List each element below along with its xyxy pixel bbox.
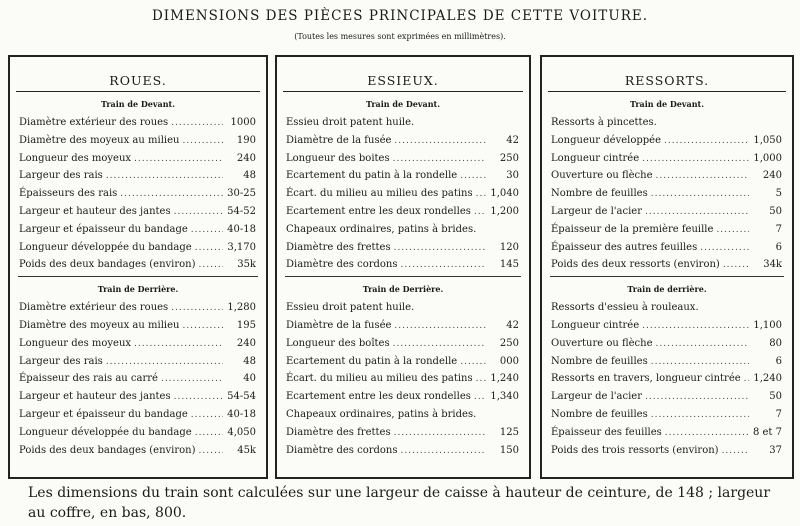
row-label: Poids des deux ressorts (environ) <box>551 259 720 271</box>
row-value: 40-18 <box>227 223 256 235</box>
row-value: 6 <box>775 355 782 367</box>
row-label: Poids des deux bandages (environ) <box>19 444 196 456</box>
table-row <box>10 353 266 371</box>
row-value: 1,100 <box>753 319 782 331</box>
table-row <box>542 406 792 424</box>
table-row <box>10 299 266 317</box>
row-value: 30 <box>506 170 519 182</box>
row-value: 1,000 <box>753 152 782 164</box>
row-value: 190 <box>236 134 256 146</box>
table-row <box>10 388 266 406</box>
table-row <box>10 406 266 424</box>
row-label: Diamètre des frettes <box>286 426 391 438</box>
leader-dots <box>744 371 749 389</box>
row-label: Ouverture ou flèche <box>551 337 653 349</box>
row-value: 50 <box>769 205 782 217</box>
row-label: Ecartement entre les deux rondelles <box>286 391 471 403</box>
row-value: 6 <box>775 241 782 253</box>
table-row <box>542 442 792 460</box>
heading-rule <box>548 91 786 92</box>
leader-dots <box>393 336 486 354</box>
table-row <box>10 424 266 442</box>
section-title: Train de Derrière. <box>97 284 179 295</box>
table-row <box>542 114 792 132</box>
leader-dots <box>460 168 486 186</box>
column-essieux <box>275 55 531 479</box>
leader-dots <box>134 151 223 169</box>
column-heading: ROUES. <box>109 73 167 88</box>
leader-dots <box>191 407 223 425</box>
table-row <box>277 406 529 424</box>
table-row <box>277 424 529 442</box>
row-label: Nombre de feuilles <box>551 355 648 367</box>
table-row <box>277 442 529 460</box>
row-label: Longueur cintrée <box>551 152 640 164</box>
table-row <box>277 150 529 168</box>
table-row <box>542 388 792 406</box>
row-label: Ecartement du patin à la rondelle <box>286 170 458 182</box>
leader-dots <box>106 354 223 372</box>
table-row <box>10 442 266 460</box>
leader-dots <box>665 425 749 443</box>
table-row <box>542 299 792 317</box>
row-label: Largeur et épaisseur du bandage <box>19 223 188 235</box>
table-row <box>10 370 266 388</box>
table-row <box>10 114 266 132</box>
table-row <box>542 256 792 274</box>
row-label: Ouverture ou flèche <box>551 170 653 182</box>
leader-dots <box>476 186 486 204</box>
row-label: Poids des trois ressorts (environ) <box>551 444 719 456</box>
row-label: Diamètre des frettes <box>286 241 391 253</box>
row-label: Essieu droit patent huile. <box>286 302 415 314</box>
row-label: Longueur développée <box>551 134 662 146</box>
leader-dots <box>656 168 749 186</box>
row-label: Largeur et hauteur des jantes <box>19 205 171 217</box>
row-label: Diamètre extérieur des roues <box>19 302 169 314</box>
table-row <box>10 132 266 150</box>
row-label: Essieu droit patent huile. <box>286 117 415 128</box>
row-value: 1,340 <box>490 391 519 403</box>
row-value: 120 <box>499 241 519 253</box>
section-title: Train de Devant. <box>100 99 176 109</box>
table-row <box>542 185 792 203</box>
row-value: 42 <box>506 134 519 146</box>
leader-dots <box>700 240 749 258</box>
leader-dots <box>642 318 749 336</box>
row-label: Épaisseur des feuilles <box>551 426 662 438</box>
leader-dots <box>199 257 223 275</box>
leader-dots <box>722 443 749 461</box>
column-heading: RESSORTS. <box>624 73 710 88</box>
row-label: Longueur cintrée <box>551 319 640 331</box>
row-value: 34k <box>763 259 782 271</box>
section-title: Train de Devant. <box>629 99 705 109</box>
leader-dots <box>394 425 486 443</box>
table-row <box>542 150 792 168</box>
row-value: 1,240 <box>753 373 782 385</box>
heading-rule <box>16 91 260 92</box>
leader-dots <box>174 389 223 407</box>
row-value: 35k <box>237 259 256 271</box>
table-row <box>277 239 529 257</box>
row-value: 8 et 7 <box>752 426 782 438</box>
row-value: 40-18 <box>227 408 256 420</box>
leader-dots <box>401 257 487 275</box>
row-label: Largeur des rais <box>19 170 103 182</box>
leader-dots <box>474 389 486 407</box>
row-value: 48 <box>243 355 256 367</box>
leader-dots <box>191 222 223 240</box>
table-row <box>10 317 266 335</box>
row-value: 250 <box>499 337 519 349</box>
heading-rule <box>283 91 523 92</box>
row-label: Diamètre de la fusée <box>286 134 392 146</box>
leader-dots <box>161 371 223 389</box>
section-title: Train de derrière. <box>627 284 707 295</box>
leader-dots <box>195 240 223 258</box>
table-row <box>542 203 792 221</box>
row-value: 1,280 <box>227 302 256 314</box>
leader-dots <box>394 240 486 258</box>
row-value: 7 <box>775 408 782 420</box>
table-row <box>277 185 529 203</box>
row-label: Ecartement entre les deux rondelles <box>286 205 471 217</box>
leader-dots <box>174 204 223 222</box>
leader-dots <box>120 186 223 204</box>
leader-dots <box>645 204 749 222</box>
row-label: Longueur développée du bandage <box>19 426 192 438</box>
row-value: 250 <box>499 152 519 164</box>
row-label: Largeur et hauteur des jantes <box>19 391 171 403</box>
row-value: 240 <box>762 170 782 182</box>
row-value: 37 <box>769 444 782 456</box>
table-row <box>10 167 266 185</box>
leader-dots <box>394 318 486 336</box>
row-label: Longueur des boîtes <box>286 337 390 349</box>
section-divider <box>550 276 784 277</box>
leader-dots <box>723 257 749 275</box>
leader-dots <box>642 151 749 169</box>
column-roues <box>8 55 268 479</box>
row-label: Nombre de feuilles <box>551 408 648 420</box>
row-label: Ressorts en travers, longueur cintrée <box>551 373 741 385</box>
row-value: 40 <box>243 373 256 385</box>
table-row <box>10 239 266 257</box>
row-value: 125 <box>499 426 519 438</box>
leader-dots <box>182 133 223 151</box>
row-value: 42 <box>506 319 519 331</box>
row-label: Diamètre de la fusée <box>286 319 392 331</box>
leader-dots <box>182 318 223 336</box>
leader-dots <box>171 115 223 133</box>
row-value: 5 <box>775 188 782 200</box>
table-row <box>277 353 529 371</box>
table-row <box>10 185 266 203</box>
column-ressorts <box>540 55 794 479</box>
row-label: Largeur des rais <box>19 355 103 367</box>
section-divider <box>285 276 521 277</box>
row-value: 3,170 <box>227 241 256 253</box>
footer-note: Les dimensions du train sont calculées sur une largeur de caisse à hauteur de ceinture, de 148 ; largeur au coffre, en bas, 800. <box>28 485 771 521</box>
table-row <box>277 388 529 406</box>
row-label: Largeur de l'acier <box>551 391 643 403</box>
table-row <box>277 114 529 132</box>
table-row <box>277 370 529 388</box>
table-row <box>277 335 529 353</box>
row-label: Chapeaux ordinaires, patins à brides. <box>286 223 477 235</box>
table-row <box>542 239 792 257</box>
leader-dots <box>393 151 486 169</box>
leader-dots <box>134 336 223 354</box>
row-value: 1,240 <box>490 373 519 385</box>
table-row <box>542 353 792 371</box>
table-row <box>542 335 792 353</box>
table-row <box>542 167 792 185</box>
table-row <box>542 221 792 239</box>
table-row <box>277 221 529 239</box>
page-subtitle: (Toutes les mesures sont exprimées en millimètres). <box>294 32 506 41</box>
row-label: Largeur de l'acier <box>551 205 643 217</box>
row-label: Diamètre des moyeux au milieu <box>19 134 180 146</box>
row-label: Longueur des boites <box>286 152 390 164</box>
table-row <box>10 150 266 168</box>
row-label: Diamètre extérieur des roues <box>19 117 169 128</box>
row-value: 150 <box>499 444 519 456</box>
row-label: Longueur développée du bandage <box>19 241 192 253</box>
row-value: 1,200 <box>490 205 519 217</box>
row-label: Chapeaux ordinaires, patins à brides. <box>286 408 477 420</box>
section-title: Train de Devant. <box>365 99 441 109</box>
leader-dots <box>474 204 486 222</box>
row-label: Diamètre des cordons <box>286 444 398 456</box>
table-row <box>10 221 266 239</box>
leader-dots <box>651 407 749 425</box>
section-title: Train de Derrière. <box>362 284 444 295</box>
row-value: 50 <box>769 391 782 403</box>
row-label: Longueur des moyeux <box>19 152 132 164</box>
row-value: 80 <box>769 337 782 349</box>
row-value: 1000 <box>230 117 256 128</box>
table-row <box>277 203 529 221</box>
table-row <box>277 256 529 274</box>
leader-dots <box>394 133 486 151</box>
row-value: 145 <box>499 259 519 271</box>
leader-dots <box>171 300 223 318</box>
row-value: 7 <box>775 223 782 235</box>
row-value: 45k <box>237 444 256 456</box>
leader-dots <box>106 168 223 186</box>
row-label: Poids des deux bandages (environ) <box>19 259 196 271</box>
page-title: DIMENSIONS DES PIÈCES PRINCIPALES DE CETTE VOITURE. <box>151 8 649 24</box>
row-value: 48 <box>243 170 256 182</box>
leader-dots <box>656 336 749 354</box>
table-row <box>277 167 529 185</box>
row-label: Largeur et épaisseur du bandage <box>19 408 188 420</box>
table-row <box>277 317 529 335</box>
table-row <box>542 424 792 442</box>
leader-dots <box>199 443 223 461</box>
table-row <box>10 335 266 353</box>
row-label: Ressorts d'essieu à rouleaux. <box>551 302 699 314</box>
row-label: Écart. du milieu au milieu des patins <box>286 188 473 200</box>
row-value: 000 <box>499 355 519 367</box>
row-value: 1,050 <box>753 134 782 146</box>
row-label: Écart. du milieu au milieu des patins <box>286 373 473 385</box>
leader-dots <box>401 443 487 461</box>
table-row <box>277 132 529 150</box>
table-row <box>542 317 792 335</box>
table-row <box>542 370 792 388</box>
row-label: Diamètre des cordons <box>286 259 398 271</box>
table-row <box>10 203 266 221</box>
leader-dots <box>645 389 749 407</box>
row-value: 54-52 <box>227 205 256 217</box>
row-label: Nombre de feuilles <box>551 188 648 200</box>
row-value: 195 <box>236 319 256 331</box>
leader-dots <box>651 354 749 372</box>
row-label: Épaisseur de la première feuille <box>551 223 714 235</box>
section-divider <box>18 276 258 277</box>
leader-dots <box>716 222 749 240</box>
column-heading: ESSIEUX. <box>367 73 439 88</box>
table-row <box>10 256 266 274</box>
row-value: 4,050 <box>227 426 256 438</box>
row-label: Ecartement du patin à la rondelle <box>286 355 458 367</box>
leader-dots <box>476 371 486 389</box>
row-value: 240 <box>236 337 256 349</box>
row-value: 1,040 <box>490 188 519 200</box>
row-label: Épaisseur des autres feuilles <box>551 241 698 253</box>
leader-dots <box>460 354 486 372</box>
leader-dots <box>664 133 749 151</box>
row-value: 54-54 <box>227 391 256 403</box>
table-row <box>542 132 792 150</box>
row-label: Épaisseurs des rais <box>19 188 118 200</box>
row-value: 30-25 <box>227 188 256 200</box>
table-row <box>277 299 529 317</box>
row-label: Ressorts à pincettes. <box>551 117 657 128</box>
row-label: Diamètre des moyeux au milieu <box>19 319 180 331</box>
leader-dots <box>651 186 749 204</box>
leader-dots <box>195 425 223 443</box>
row-label: Épaisseur des rais au carré <box>19 373 158 385</box>
row-value: 240 <box>236 152 256 164</box>
row-label: Longueur des moyeux <box>19 337 132 349</box>
